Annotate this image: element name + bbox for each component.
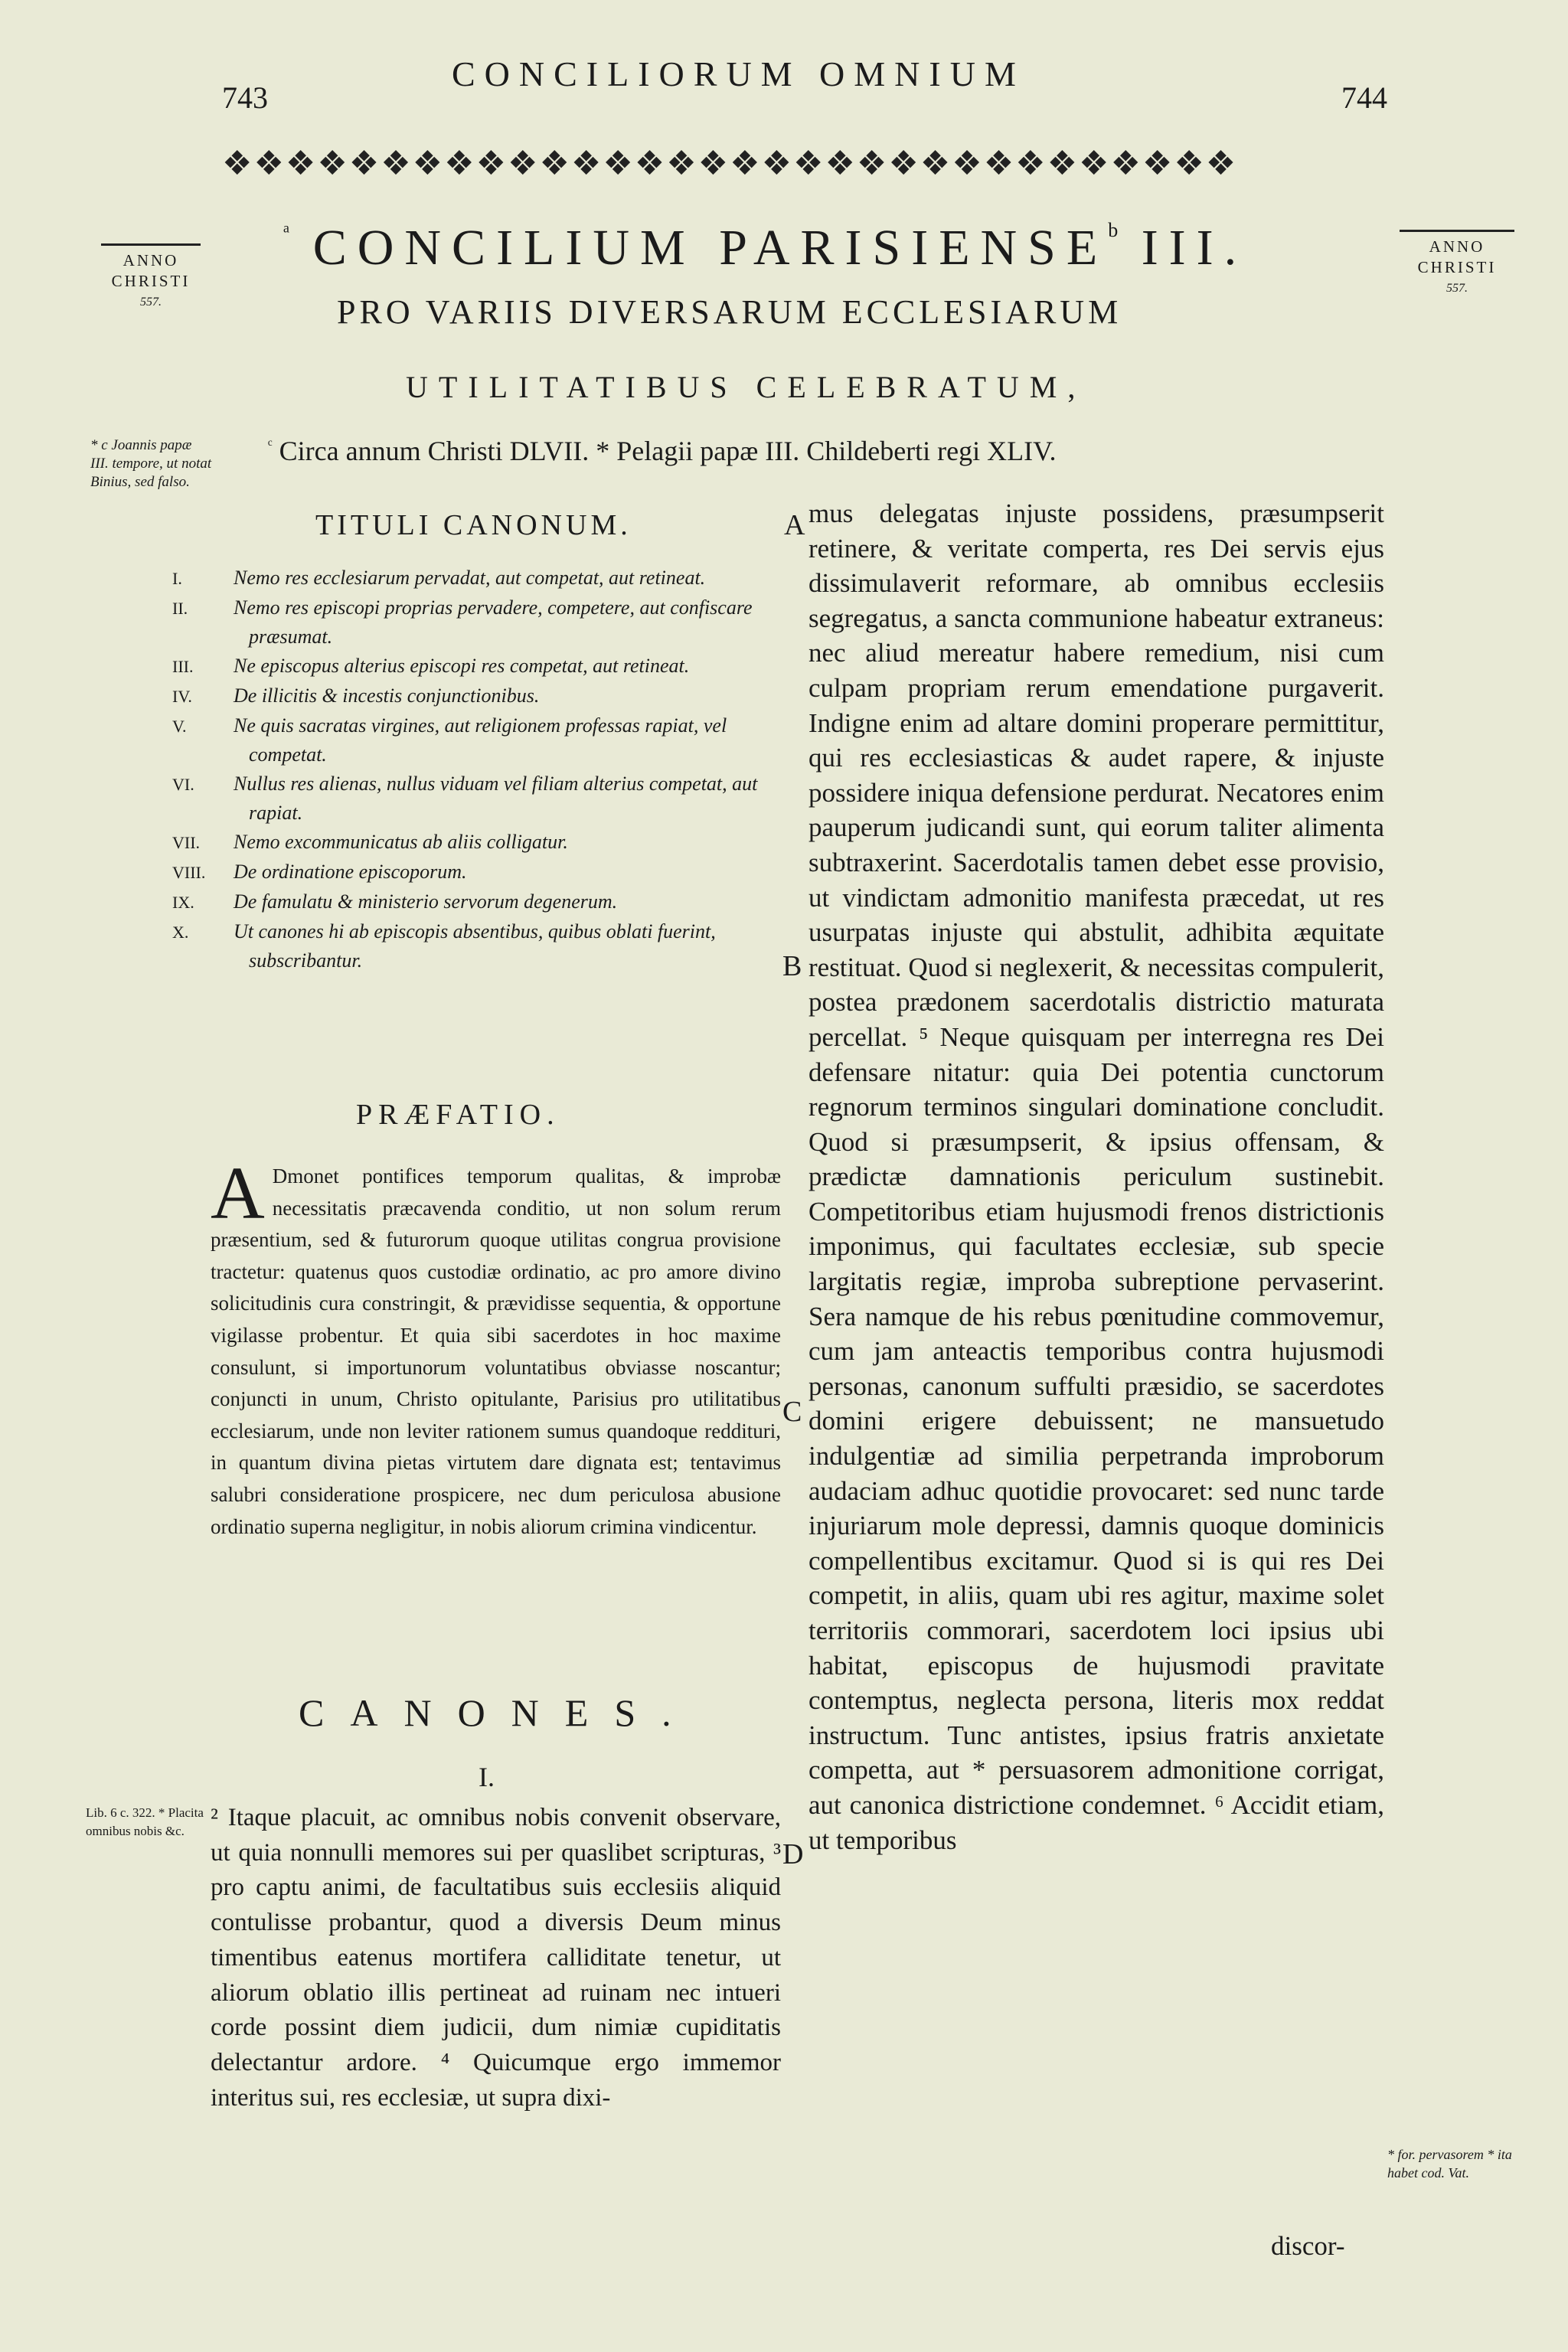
tituli-text: De famulatu & ministerio servorum degenerum. <box>234 890 618 913</box>
ornament-band: ❖❖❖❖❖❖❖❖❖❖❖❖❖❖❖❖❖❖❖❖❖❖❖❖❖❖❖❖❖❖❖❖ <box>222 144 1238 181</box>
page-number-right: 744 <box>1341 80 1387 115</box>
tituli-num: II. <box>172 599 188 618</box>
tituli-list <box>172 564 781 975</box>
anno-year: 557. <box>140 296 162 309</box>
tituli-num: VII. <box>172 833 201 852</box>
date-text: Circa annum Christi DLVII. * Pelagii papæ III. Childeberti regi XLIV. <box>279 436 1057 466</box>
margin-letter-d: D <box>782 1838 804 1870</box>
running-title: CONCILIORUM OMNIUM <box>452 54 1025 93</box>
tituli-item <box>172 711 781 769</box>
christi-label: CHRISTI <box>111 272 191 290</box>
tituli-text: Nemo res episcopi proprias pervadere, competere, aut confiscare præsumat. <box>234 596 753 648</box>
anno-christi-left <box>86 243 216 312</box>
tituli-text: Nemo excommunicatus ab aliis colligatur. <box>234 831 568 853</box>
anno-label: ANNO <box>122 251 179 270</box>
praefatio-body: Dmonet pontifices temporum qualitas, & improbæ necessitatis præcavenda conditio, ut non solum rerum præsentium, sed & futurorum quoque utilitas congrua provisione tractetur: quatenus quos custodiæ ordinatio, ac pro amore divino solicitudinis cura constringit, & prævidisse sequentia, & opportune vigilasse probentur. Et quia sibi sacerdotes in hoc maxime consulunt, si importunorum voluntatibus obviasse noscantur; conjuncti in unum, Christo opitulante, Parisius pro utilitatibus ecclesiarum, unde non leviter rationem sumus quandoque reddituri, in quantum divina pietas virtutem dare dignata est; tentavimus salubri consideratione prospicere, nec dum periculosa abusione ordinatio superna negligitur, in nobis aliorum crimina vindicentur. <box>211 1165 781 1538</box>
praefatio-text <box>211 1152 781 1543</box>
tituli-item <box>172 593 781 651</box>
tituli-text: Nemo res ecclesiarum pervadat, aut competat, aut retineat. <box>234 567 706 589</box>
anno-rule-right <box>1400 230 1514 232</box>
tituli-item <box>172 681 781 710</box>
council-title <box>283 219 1247 277</box>
tituli-item <box>172 917 781 975</box>
side-note-left-top: * c Joannis papæ III. tempore, ut notat Binius, sed falso. <box>90 437 212 490</box>
tituli-text: Ne quis sacratas virgines, aut religionem professas rapiat, vel competat. <box>234 714 727 766</box>
tituli-num: VI. <box>172 775 194 794</box>
tituli-num: IX. <box>172 893 194 912</box>
christi-label: CHRISTI <box>1417 258 1497 276</box>
side-note-left-bottom: Lib. 6 c. 322. * Placita omnibus nobis &c. <box>86 1805 204 1838</box>
catchword: discor- <box>1271 2231 1345 2261</box>
tituli-num: IV. <box>172 687 192 706</box>
canon-text-col1: ² Itaque placuit, ac omnibus nobis convenit observare, ut quia nonnulli memores sui per quaslibet scripturas, ³ pro captu animi, de facultatibus suis ecclesiis aliquid contulisse probantur, quod a diversis Deum minus timentibus eatenus mortifera calliditate tenetur, ut aliorum oblatio illis pertineat ad ruinam nec intueri corde possint diem judicii, dum nimiæ cupiditatis delectantur ardore. ⁴ Quicumque ergo immemor interitus sui, res ecclesiæ, ut supra dixi- <box>211 1804 781 2112</box>
tituli-num: VIII. <box>172 863 206 882</box>
tituli-text: Nullus res alienas, nullus viduam vel filiam alterius competat, aut rapiat. <box>234 773 758 824</box>
canones-heading: CANONES. <box>299 1691 697 1734</box>
tituli-item <box>172 858 781 887</box>
tituli-num: I. <box>172 569 182 588</box>
canon-number: I. <box>479 1762 495 1792</box>
tituli-num: X. <box>172 923 189 942</box>
title-sup-mark: b <box>1108 219 1119 241</box>
tituli-text: De ordinatione episcoporum. <box>234 861 467 883</box>
anno-christi-right <box>1392 230 1522 299</box>
drop-cap: A <box>211 1152 265 1235</box>
tituli-item <box>172 564 781 593</box>
date-note-mark: ᶜ <box>268 435 273 454</box>
side-note-right-bottom: * for. pervasorem * ita habet cod. Vat. <box>1387 2147 1512 2180</box>
margin-letter-a: A <box>784 509 805 541</box>
subtitle-line-1: PRO VARIIS DIVERSARUM ECCLESIARUM <box>337 293 1122 331</box>
tituli-item <box>172 769 781 827</box>
tituli-num: V. <box>172 717 187 736</box>
tituli-item <box>172 887 781 916</box>
anno-rule-left <box>101 243 201 246</box>
subtitle-line-2: UTILITATIBUS CELEBRATUM, <box>406 370 1086 404</box>
page-number-left: 743 <box>222 80 268 115</box>
tituli-text: Ne episcopus alterius episcopi res competat, aut retineat. <box>234 655 690 677</box>
praefatio-heading: PRÆFATIO. <box>356 1099 560 1131</box>
title-note-mark: ᵃ <box>283 219 290 244</box>
tituli-item <box>172 828 781 857</box>
tituli-num: III. <box>172 657 194 676</box>
tituli-text: De illicitis & incestis conjunctionibus. <box>234 684 540 707</box>
anno-label: ANNO <box>1429 237 1485 256</box>
tituli-item <box>172 652 781 681</box>
title-main: CONCILIUM PARISIENSE <box>312 220 1109 276</box>
anno-year: 557. <box>1446 282 1468 295</box>
margin-letter-b: B <box>782 950 802 982</box>
canon-text-col2: mus delegatas injuste possidens, præsumpserit retinere, & veritate compertа, res Dei servis ejus dissimulaverit reformare, ab omnibus ecclesiis segregatus, a sancta communione habeatur extraneus: nec aliud mereatur habere remedium, nisi cum culpam propriam rerum emendatione purgaverit. Indigne enim ad altare domini properare permittitur, qui res ecclesiasticas & audet rapere, & injuste possidere iniqua defensione perdurat. Necatores enim pauperum judicandi sunt, qui eorum taliter alimenta subtraxerint. Sacerdotalis tamen debet esse provisio, ut vindictam admonitio manifesta præcedat, ut res usurpatas injuste qui abstulit, adhibita æquitate restituat. Quod si neglexerit, & necessitas compulerit, postea prædonem sacerdotalis districtio maturata percellat. ⁵ Neque quisquam per interregna res Dei defensare nitatur: quia Dei potentia cunctorum regnorum terminos singulari dominatione concludit. Quod si præsumpserit, & ipsius offensam, & prædictæ damnationis periculum sustinebit. Competitoribus etiam hujusmodi frenos districtionis imponimus, qui facultates ecclesiæ, sub specie largitatis regiæ, improba subreptione pervaserint. Sera namque de his rebus pœnitudine commovemur, cum jam anteactis temporibus contra hujusmodi personas, canonum suffulti præsidio, se sacerdotes domini erigere debuissent; ne mansuetudo indulgentiæ ad similia perpetranda improborum audaciam adhuc quotidie provocaret: sed nunc tarde injuriarum mole depressi, damnis quoque dominicis compellentibus excitamur. Quod si is qui res Dei competit, in aliis, quam ubi res agitur, maxime solet territoriis commorari, sacerdotem loci ipsius ubi habitat, episcopus de hujusmodi pravitate contemptus, neglecta persona, literis mox reddat instructum. Tunc antistes, ipsius fratris anxietate competta, aut * persuasorem admonitione corrigat, aut canonica districtione condemnet. ⁶ Accidit etiam, ut temporibus <box>808 498 1384 1855</box>
date-line <box>268 435 1056 467</box>
tituli-text: Ut canones hi ab episcopis absentibus, quibus oblati fuerint, subscribantur. <box>234 920 716 972</box>
margin-letter-c: C <box>782 1396 802 1428</box>
tituli-heading: TITULI CANONUM. <box>315 509 632 541</box>
title-numeral: III. <box>1141 220 1248 276</box>
